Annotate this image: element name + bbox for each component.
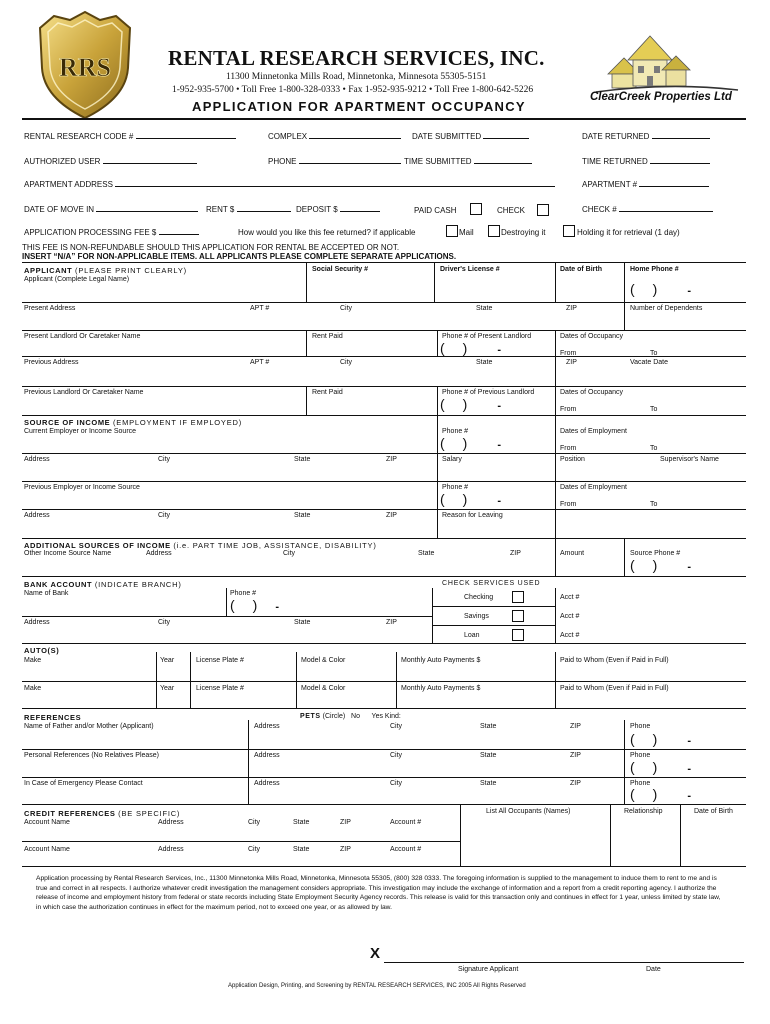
parents-phone-parens: ( ) -: [630, 731, 692, 747]
previous-city-label: City: [340, 359, 353, 366]
supervisor-field[interactable]: Supervisor's Name: [660, 456, 719, 463]
position-field[interactable]: Position: [560, 456, 585, 463]
credit1-account-name-field[interactable]: Account Name: [24, 819, 70, 826]
personal-address-label: Address: [254, 752, 280, 759]
auto1-plate-field[interactable]: License Plate #: [196, 657, 244, 664]
credit-heading: CREDIT REFERENCES (BE SPECIFIC): [24, 809, 181, 818]
credit2-account-name-field[interactable]: Account Name: [24, 846, 70, 853]
bank-name-field[interactable]: Name of Bank: [24, 590, 69, 597]
previous-landlord-phone-field[interactable]: Phone # of Previous Landlord: [442, 389, 535, 396]
previous-employer-field[interactable]: Previous Employer or Income Source: [24, 484, 140, 491]
phone-field[interactable]: PHONE: [268, 155, 401, 166]
credit2-state-label: State: [293, 846, 310, 853]
amount-field[interactable]: Amount: [560, 550, 585, 557]
complex-field[interactable]: COMPLEX: [268, 130, 401, 141]
credit2-zip-label: ZIP: [340, 846, 351, 853]
employer-zip-label: ZIP: [386, 456, 397, 463]
emergency-zip-label: ZIP: [570, 780, 581, 787]
previous-to-label: To: [650, 406, 658, 413]
previous-employment-dates-label: Dates of Employment: [560, 484, 627, 491]
bank-phone-field[interactable]: Phone #: [230, 590, 257, 597]
bank-phone-parens: ( ) -: [230, 597, 280, 613]
emergency-state-label: State: [480, 780, 497, 787]
auto2-paid-to-field[interactable]: Paid to Whom (Even if Paid in Full): [560, 685, 669, 692]
present-landlord-field[interactable]: Present Landlord Or Caretaker Name: [24, 333, 141, 340]
emergency-contact-field[interactable]: In Case of Emergency Please Contact: [24, 780, 143, 787]
auto2-payments-field[interactable]: Monthly Auto Payments $: [401, 685, 481, 692]
credit1-address-label: Address: [158, 819, 184, 826]
credit1-zip-label: ZIP: [340, 819, 351, 826]
previous-employer-phone-field[interactable]: Phone #: [442, 484, 469, 491]
header-rule: [22, 118, 746, 120]
present-state-label: State: [476, 305, 493, 312]
current-employment-to-label: To: [650, 445, 658, 452]
date-submitted-field[interactable]: DATE SUBMITTED: [412, 130, 529, 141]
current-employment-from-label: From: [560, 445, 577, 452]
bank-address-field[interactable]: Address: [24, 619, 50, 626]
company-phones: 1-952-935-5700 • Toll Free 1-800-328-0333 • Fax 1-952-935-9212 • Toll Free 1-800-642-5226: [172, 85, 534, 95]
parents-address-label: Address: [254, 723, 280, 730]
page-title: APPLICATION FOR APARTMENT OCCUPANCY: [192, 99, 526, 114]
previous-from-label: From: [560, 406, 577, 413]
rental-code-field[interactable]: RENTAL RESEARCH CODE #: [24, 130, 236, 141]
mail-checkbox[interactable]: [446, 225, 458, 237]
personal-zip-label: ZIP: [570, 752, 581, 759]
present-landlord-phone-field[interactable]: Phone # of Present Landlord: [442, 333, 532, 340]
check-checkbox[interactable]: [537, 204, 549, 216]
time-submitted-field[interactable]: TIME SUBMITTED: [404, 155, 532, 166]
deposit-field[interactable]: DEPOSIT $: [296, 203, 380, 214]
parents-state-label: State: [480, 723, 497, 730]
previous-employer-city-label: City: [158, 512, 171, 519]
dob-field[interactable]: Date of Birth: [560, 266, 602, 273]
previous-landlord-field[interactable]: Previous Landlord Or Caretaker Name: [24, 389, 144, 396]
present-city-label: City: [340, 305, 353, 312]
apartment-number-field[interactable]: APARTMENT #: [582, 178, 709, 189]
reason-leaving-field[interactable]: Reason for Leaving: [442, 512, 503, 519]
loan-label: Loan: [464, 632, 480, 639]
occupants-label: List All Occupants (Names): [486, 808, 571, 815]
drivers-license-field[interactable]: Driver's License #: [440, 266, 500, 273]
auto2-model-field[interactable]: Model & Color: [301, 685, 346, 692]
loan-acct-field[interactable]: Acct #: [560, 632, 580, 639]
legal-name-field[interactable]: Applicant (Complete Legal Name): [24, 276, 130, 283]
previous-employment-to-label: To: [650, 501, 658, 508]
source-phone-field[interactable]: Source Phone #: [630, 550, 681, 557]
clearcreek-name: ClearCreek Properties Ltd: [590, 91, 732, 103]
credit2-address-label: Address: [158, 846, 184, 853]
autos-heading: AUTO(S): [24, 646, 60, 655]
authorization-statement: Application processing by Rental Research Services, Inc., 11300 Minnetonka Mills Road, Minnetonka, Minnesota 55305, (800) 328 0333. The foregoing information is supplied to the management to induce them to rent to me and is true and correct in all respects. I authorize whatever credit investigation the management considers appropriate. This investigation may include the exchange of information and a report from a credit reporting agency. I authorize the release of income and employment history from federal or state records including State Employment Security Agency records. This release is valid for this transaction only and continues in effect for 1 year, unless limited by state law, in which case the authorization continues in effect for the maximum period, not to exceed one year, or as allowed by law.: [36, 875, 721, 911]
savings-label: Savings: [464, 613, 489, 620]
checking-label: Checking: [464, 594, 494, 601]
current-employer-field[interactable]: Current Employer or Income Source: [24, 428, 137, 435]
previous-address-field[interactable]: Previous Address: [24, 359, 79, 366]
auto2-plate-field[interactable]: License Plate #: [196, 685, 244, 692]
rrs-shield-logo: [36, 10, 134, 120]
auto2-make-field[interactable]: Make: [24, 685, 42, 692]
home-phone-area-code: ( ) -: [630, 281, 692, 297]
employer-address-field[interactable]: Address: [24, 456, 50, 463]
present-to-label: To: [650, 350, 658, 357]
previous-apt-label: APT #: [250, 359, 270, 366]
fee-return-question: How would you like this fee returned? if applicable: [238, 228, 416, 237]
parents-city-label: City: [390, 723, 403, 730]
date-returned-field[interactable]: DATE RETURNED: [582, 130, 710, 141]
other-income-name-field[interactable]: Other Income Source Name: [24, 550, 112, 557]
previous-occupancy-label: Dates of Occupancy: [560, 389, 624, 396]
move-in-field[interactable]: DATE OF MOVE IN: [24, 203, 198, 214]
bank-heading: BANK ACCOUNT (INDICATE BRANCH): [24, 580, 182, 589]
occupant-dob-label: Date of Birth: [694, 808, 733, 815]
personal-city-label: City: [390, 752, 403, 759]
signature-x: X: [370, 945, 381, 962]
income-heading: SOURCE OF INCOME (EMPLOYMENT IF EMPLOYED): [24, 418, 243, 427]
company-address: 11300 Minnetonka Mills Road, Minnetonka, Minnesota 55305-5151: [226, 72, 487, 82]
auto1-payments-field[interactable]: Monthly Auto Payments $: [401, 657, 481, 664]
present-landlord-phone-parens: ( ) -: [440, 340, 502, 356]
checking-acct-field[interactable]: Acct #: [560, 594, 580, 601]
paid-cash-checkbox[interactable]: [470, 203, 482, 215]
footer-credit: Application Design, Printing, and Screening by RENTAL RESEARCH SERVICES, INC 2005 All Rights Reserved: [228, 983, 526, 989]
present-zip-label: ZIP: [566, 305, 577, 312]
authorized-user-field[interactable]: AUTHORIZED USER: [24, 155, 197, 166]
check-number-field[interactable]: CHECK #: [582, 203, 713, 214]
other-income-address-field[interactable]: Address: [146, 550, 172, 557]
signature-date-label: Date: [646, 966, 661, 973]
emergency-phone-parens: ( ) -: [630, 786, 692, 802]
auto2-year-field[interactable]: Year: [160, 685, 175, 692]
badge-text: RRS: [58, 53, 112, 82]
current-employer-phone-field[interactable]: Phone #: [442, 428, 469, 435]
previous-employer-address-field[interactable]: Address: [24, 512, 50, 519]
na-instructions: INSERT “N/A” FOR NON-APPLICABLE ITEMS. ALL APPLICANTS PLEASE COMPLETE SEPARATE APPLICATIONS.: [22, 252, 457, 261]
previous-landlord-phone-parens: ( ) -: [440, 396, 502, 412]
personal-reference-field[interactable]: Personal References (No Relatives Please): [24, 752, 160, 759]
nonrefundable-notice: THIS FEE IS NON-REFUNDABLE SHOULD THIS APPLICATION FOR RENTAL BE ACCEPTED OR NOT.: [22, 243, 400, 252]
previous-state-label: State: [476, 359, 493, 366]
checking-checkbox[interactable]: [512, 591, 524, 603]
parents-phone-field[interactable]: Phone: [630, 723, 651, 730]
vacate-date-field[interactable]: Vacate Date: [630, 359, 669, 366]
houses-icon: [596, 36, 738, 92]
employer-city-label: City: [158, 456, 171, 463]
destroying-label: Destroying it: [501, 228, 546, 237]
emergency-address-label: Address: [254, 780, 280, 787]
previous-employer-state-label: State: [294, 512, 311, 519]
mail-label: Mail: [459, 228, 474, 237]
paid-cash-label: PAID CASH: [414, 206, 457, 215]
applicant-heading: APPLICANT (PLEASE PRINT CLEARLY): [24, 266, 187, 275]
present-address-field[interactable]: Present Address: [24, 305, 76, 312]
auto1-year-field[interactable]: Year: [160, 657, 175, 664]
holding-label: Holding it for retrieval (1 day): [577, 228, 680, 237]
parents-zip-label: ZIP: [570, 723, 581, 730]
previous-rent-paid-field[interactable]: Rent Paid: [312, 389, 343, 396]
current-employment-dates-label: Dates of Employment: [560, 428, 627, 435]
salary-field[interactable]: Salary: [442, 456, 462, 463]
signature-label: Signature Applicant: [458, 966, 519, 973]
present-from-label: From: [560, 350, 577, 357]
previous-zip-label: ZIP: [566, 359, 577, 366]
current-employer-phone-parens: ( ) -: [440, 435, 502, 451]
auto1-model-field[interactable]: Model & Color: [301, 657, 346, 664]
employer-state-label: State: [294, 456, 311, 463]
rent-field[interactable]: RENT $: [206, 203, 291, 214]
source-phone-parens: ( ) -: [630, 557, 692, 573]
dependents-field[interactable]: Number of Dependents: [630, 305, 703, 312]
credit1-account-number-field[interactable]: Account #: [390, 819, 422, 826]
personal-state-label: State: [480, 752, 497, 759]
relationship-label: Relationship: [624, 808, 663, 815]
credit1-state-label: State: [293, 819, 310, 826]
savings-checkbox[interactable]: [512, 610, 524, 622]
previous-employer-zip-label: ZIP: [386, 512, 397, 519]
credit2-account-number-field[interactable]: Account #: [390, 846, 422, 853]
auto1-make-field[interactable]: Make: [24, 657, 42, 664]
signature-line[interactable]: [384, 962, 744, 963]
time-returned-field[interactable]: TIME RETURNED: [582, 155, 710, 166]
credit2-city-label: City: [248, 846, 261, 853]
ssn-field[interactable]: Social Security #: [312, 266, 369, 273]
personal-phone-field[interactable]: Phone: [630, 752, 651, 759]
loan-checkbox[interactable]: [512, 629, 524, 641]
company-name: RENTAL RESEARCH SERVICES, INC.: [168, 46, 545, 70]
parents-name-field[interactable]: Name of Father and/or Mother (Applicant): [24, 723, 154, 730]
present-apt-label: APT #: [250, 305, 270, 312]
previous-employer-phone-parens: ( ) -: [440, 491, 502, 507]
processing-fee-field[interactable]: APPLICATION PROCESSING FEE $: [24, 226, 199, 237]
bank-state-label: State: [294, 619, 311, 626]
emergency-city-label: City: [390, 780, 403, 787]
other-income-city-label: City: [283, 550, 296, 557]
holding-checkbox[interactable]: [563, 225, 575, 237]
home-phone-field[interactable]: Home Phone #: [630, 266, 679, 273]
credit1-city-label: City: [248, 819, 261, 826]
auto1-paid-to-field[interactable]: Paid to Whom (Even if Paid in Full): [560, 657, 669, 664]
present-rent-paid-field[interactable]: Rent Paid: [312, 333, 343, 340]
references-heading: REFERENCES: [24, 713, 82, 722]
other-income-zip-label: ZIP: [510, 550, 521, 557]
previous-employment-from-label: From: [560, 501, 577, 508]
savings-acct-field[interactable]: Acct #: [560, 613, 580, 620]
present-occupancy-label: Dates of Occupancy: [560, 333, 624, 340]
emergency-phone-field[interactable]: Phone: [630, 780, 651, 787]
check-label: CHECK: [497, 206, 526, 215]
apartment-address-field[interactable]: APARTMENT ADDRESS: [24, 178, 555, 189]
additional-income-heading: ADDITIONAL SOURCES OF INCOME (i.e. PART TIME JOB, ASSISTANCE, DISABILITY): [24, 541, 377, 550]
personal-phone-parens: ( ) -: [630, 759, 692, 775]
check-services-label: CHECK SERVICES USED: [442, 580, 541, 587]
destroying-checkbox[interactable]: [488, 225, 500, 237]
pets-field[interactable]: PETS (Circle) No Yes Kind:: [300, 713, 401, 720]
other-income-state-label: State: [418, 550, 435, 557]
bank-city-label: City: [158, 619, 171, 626]
bank-zip-label: ZIP: [386, 619, 397, 626]
